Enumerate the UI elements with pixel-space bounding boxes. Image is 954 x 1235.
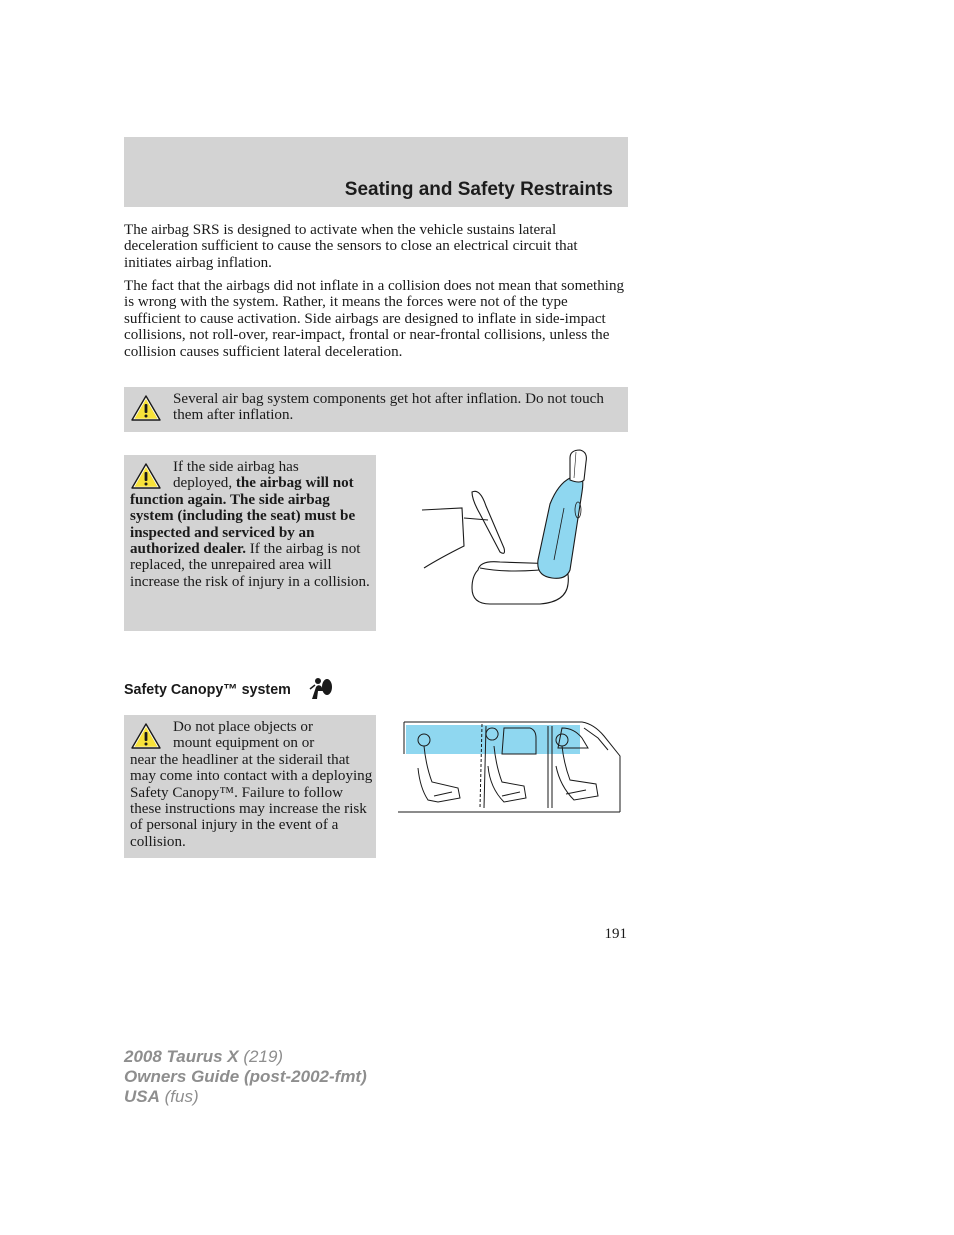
warning-text-hot-components: Several air bag system components get hot after inflation. Do not touch them after inflation. [173,391,604,424]
subheading-safety-canopy: Safety Canopy™ system [124,682,291,698]
footer-line-1 [124,1047,524,1067]
footer-market: USA [124,1087,160,1106]
canopy-warning-line-2: mount equipment on or [173,735,315,752]
safety-canopy-illustration [398,718,624,816]
seat-airbag-illustration [420,448,630,608]
header-band [124,137,628,207]
page-number: 191 [604,926,627,942]
warning-box-canopy [124,715,376,858]
canopy-warning-rest: near the headliner at the siderail that may come into contact with a deploying Safety Canopy™. Failure to follow these instructions may increase the risk of personal injury in the event of a collision. [130,751,373,850]
warning-box-hot-components [124,387,628,432]
warning-rest-text: If the airbag is not replaced, the unrepaired area will increase the risk of injury in a collision. [130,541,370,590]
warning-line-1: If the side airbag has [173,459,299,475]
warning-line-2: deployed, [173,475,233,492]
warning-text-canopy [130,719,374,850]
footer-market-code: (fus) [164,1087,199,1106]
footer [124,1047,524,1107]
footer-line-2 [124,1067,524,1087]
footer-model-code: (219) [243,1047,284,1066]
canopy-warning-line-1: Do not place objects or [173,719,313,735]
warning-text-side-airbag [130,459,374,590]
footer-line-3 [124,1087,524,1107]
section-title: Seating and Safety Restraints [344,179,613,200]
paragraph-activation: The airbag SRS is designed to activate when the vehicle sustains lateral deceleration sufficient to cause the sensors to close an electrical circuit that initiates airbag inflation. [124,222,578,271]
warning-bold-text: the airbag will not function again. The side airbag system (including the seat) must be inspected and serviced by an authorized dealer. [130,475,356,558]
footer-model: 2008 Taurus X [124,1047,239,1066]
warning-triangle-icon [130,394,162,422]
subheading-row [124,681,291,703]
footer-guide: Owners Guide (post-2002-fmt) [124,1067,367,1086]
canopy-airbag-symbol-icon [308,677,334,701]
warning-box-side-airbag [124,455,376,631]
paragraph-not-inflate: The fact that the airbags did not inflate in a collision does not mean that something is wrong with the system. Rather, it means the forces were not of the type sufficient to cause activation. Side airbags are designed to inflate in side-impact collisions, not roll-over, rear-impact, frontal or near-frontal collisions, unless the collision causes sufficient lateral deceleration. [124,278,625,360]
